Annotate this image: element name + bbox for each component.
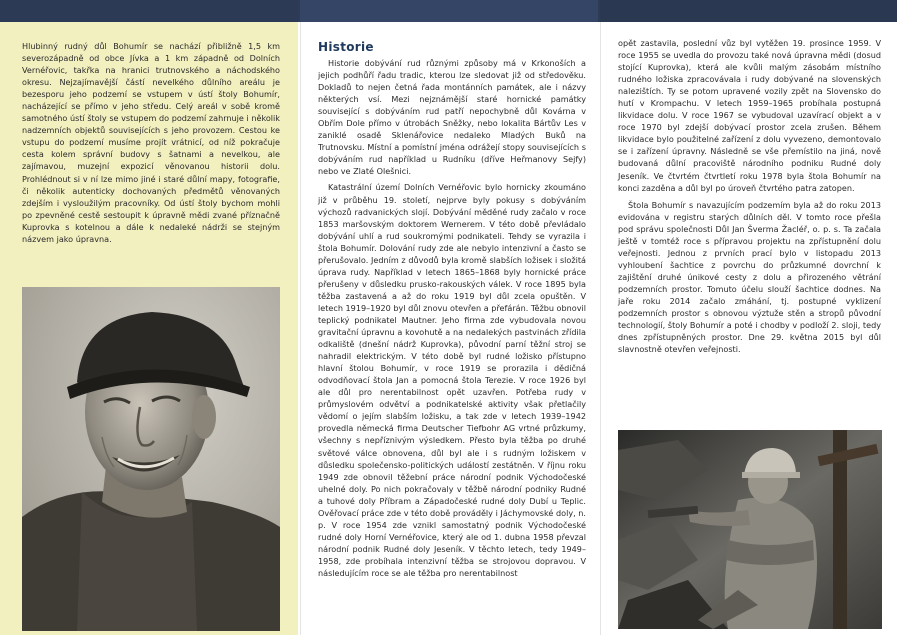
left-panel [0, 22, 298, 635]
top-bar-segment-left [0, 0, 298, 22]
middle-panel [300, 22, 599, 635]
section-heading: Historie [318, 40, 374, 54]
intro-paragraph: Hlubinný rudný důl Bohumír se nachází přibližně 1,5 km severozápadně od obce Jívka a 1 km západně od Dolních Vernéřovic, takřka na hranici trutnovského a náchodského okresu. Nejzajímavější částí nevelkého důlního areálu je bezesporu jeho podzemí se vstupem v ústí štoly Bohumír, nacházející se přímo v jeho středu. Celý areál v sobě kromě samotného ústí štoly se vstupem do podzemí zahrnuje i několik nadzemních objektů souvisejících s jeho provozem. Cestou ke vstupu do podzemí musíme projít vrátnicí, od níž pokračuje cesta kolem správní budovy s šatnami a nevelkou, ale zajímavou, muzejní expozicí věnovanou historii dolu. Prohlédnout si v ní lze mimo jiné i staré důlní mapy, fotografie, či několik autenticky dochovaných předmětů věnovaných zdejším i vysloužilým pracovníky. Od ústí štoly bychom mohli po zpevněné cestě sestoupit k úpravně mědi zvané příznačně Kuprovka s kotelnou a dále k nedaleké nádrži se stejným názvem jako úpravna. [22, 41, 280, 244]
history-paragraph-3: opět zastavila, poslední vůz byl vytěžen 19. prosince 1959. V roce 1955 se uvedla do provozu také nová úpravna mědi (dosud stojící Kuprovka), která ale kvůli malým zásobám místního rudného ložiska zpracovávala i rudy dobývané na slovenských nalezištích. Ty se potom upravené vozily zpět na Slovensko do hutí v Krompachu. V letech 1959–1965 probíhala postupná likvidace dolu. V roce 1967 se vybudoval uzavírací objekt a v roce 1970 byl zdejší dobývací prostor zcela zrušen. Během likvidace bylo použitelné zařízení z dolu vyvezeno, demontovalo se i zařízení úpravny. Následně se vše přemístilo na jiná, nově budovaná důlní pracoviště národního podniku Rudné doly Jeseník. Ve čtvrtém čtvrtletí roku 1978 byla štola Bohumír na konci zazděna a důl byl po úroveň čtvrtého patra zatopen. [618, 38, 881, 193]
history-paragraph-2: Katastrální území Dolních Vernéřovic bylo hornicky zkoumáno již v průběhu 19. století, nejprve byly pokusy s dobýváním výchozů radvanických slojí. Dobývání měděné rudy začalo v roce 1853 maršovským doktorem Wernerem. V této době převládalo dobývání uhlí a rud soukromými podnikateli. Tehdy se vyrazila i štola Bohumír. Dolování rudy zde ale nebylo intenzivní a často se přerušovalo. Jedním z důvodů byla kromě slabších ložisek i složitá úprava rudy. Například v letech 1865–1868 byly hornické práce přerušeny v důsledku prusko-rakouských válek. V roce 1895 byla těžba zastavená a až do roku 1919 byl důl zcela opuštěn. V letech 1919–1920 byl důl znovu otevřen a přefárán. Těžbu obnovil teplický podnikatel Mautner. Jeho firma zde vybudovala novou gravitační úpravnu a kovohutě a na nedalekých pastvinách zřídila odkaliště (dnešní nádrž Kuprovka), původní parní těžní stroj se nahradil elektrickým. V této době byl rudné ložisko přístupno hlavní štolou Bohumír, v roce 1919 se prorazila i dědičná odvodňovací štola Jan a pomocná štola Terezie. V roce 1926 byl ale důl pro nerentabilnost opět uzavřen. Potřeba rudy v průmyslovém odvětví a podnikatelské aktivity však přetlačily vědomí o jejím slabším ložisku, a tak zde v letech 1939–1942 provedla německá firma Deutscher Tiefbohr AG vrtné průzkumy, všechny s nepříznivým výsledkem. Přesto byla těžba po druhé světové válce obnovena, důl byl ale i s rudným ložiskem v důsledku společensko-politických událostí zestátněn. V říjnu roku 1949 zde obnovil těžební práce národní podnik Východočeské uhelné doly. Po nich pokračovaly v těžbě národní podniky Rudné a tuhové doly Příbram a Západočeské rudné doly Dubí u Teplic. Ověřovací práce zde v této době prováděly i Jáchymovské doly, n. p. V roce 1954 zde vznikl samostatný podnik Východočeské rudné doly Horní Vernéřovice, který ale od 1. dubna 1958 převzal národní podnik Rudné doly Jeseník. V těchto letech, tedy 1949–1958, zde probíhala intenzivní těžba se strojovou dopravou. V následujícím roce se ale těžba pro nerentabilnost [318, 182, 587, 578]
miner-working-photo [618, 430, 882, 629]
history-paragraph-4: Štola Bohumír s navazujícím podzemím byla až do roku 2013 evidována v registru starých důlních děl. V tomto roce přešla pod správu společnosti Důl Jan Šverma Žacléř, o. p. s. Ta začala ještě v tomtéž roce s přípravou projektu na zpřístupnění dolu veřejnosti. Jednou z prvních prací bylo v listopadu 2013 vyhloubení šachtice z povrchu do průzkumné dovrchní k zajištění druhé únikové cesty z dolu a přirozeného větrání podzemních prostor. Tomuto účelu slouží šachtice dodnes. Na jaře roku 2014 začalo zmáhání, tj. postupné vyklizení podzemních prostor s obnovou výztuže stěn a stropů původní technologií, štoly Bohumír a poté i chodby v podloží 2. sloji, tedy dnes zpřístupněných prostor. Dne 29. května 2015 byl důl slavnostně otevřen veřejnosti. [618, 199, 881, 355]
top-bar-segment-middle [300, 0, 598, 22]
history-continued-text-block [618, 37, 881, 355]
right-panel [600, 22, 897, 635]
history-text-block [318, 57, 586, 579]
miner-portrait-photo [22, 287, 280, 631]
intro-text-block [22, 40, 280, 245]
top-bar-segment-right [600, 0, 897, 22]
history-paragraph-1: Historie dobývání rud různými způsoby má v Krkonoších a jejich podhůří řadu tradic, kterou lze sledovat již od středověku. Dokladů to nejen četná řada montánních památek, ale i názvy některých vsí. Mezi nejznámější staré hornické památky související s dobýváním rud patří nepochybně důl Kovárna v Obřím Dole přímo v útrobách Sněžky, nebo lokalita Bártův Les v zaniklé osadě Sklenářovice nedaleko Mladých Buků na Trutnovsku. Místní a pomístní jména odrážejí stopy souvisejících s dobýváním rud například u Rudníku (dříve Heřmanovy Sejfy) nebo ve Zlaté Olešnici. [318, 58, 586, 177]
top-color-bar [0, 0, 897, 22]
